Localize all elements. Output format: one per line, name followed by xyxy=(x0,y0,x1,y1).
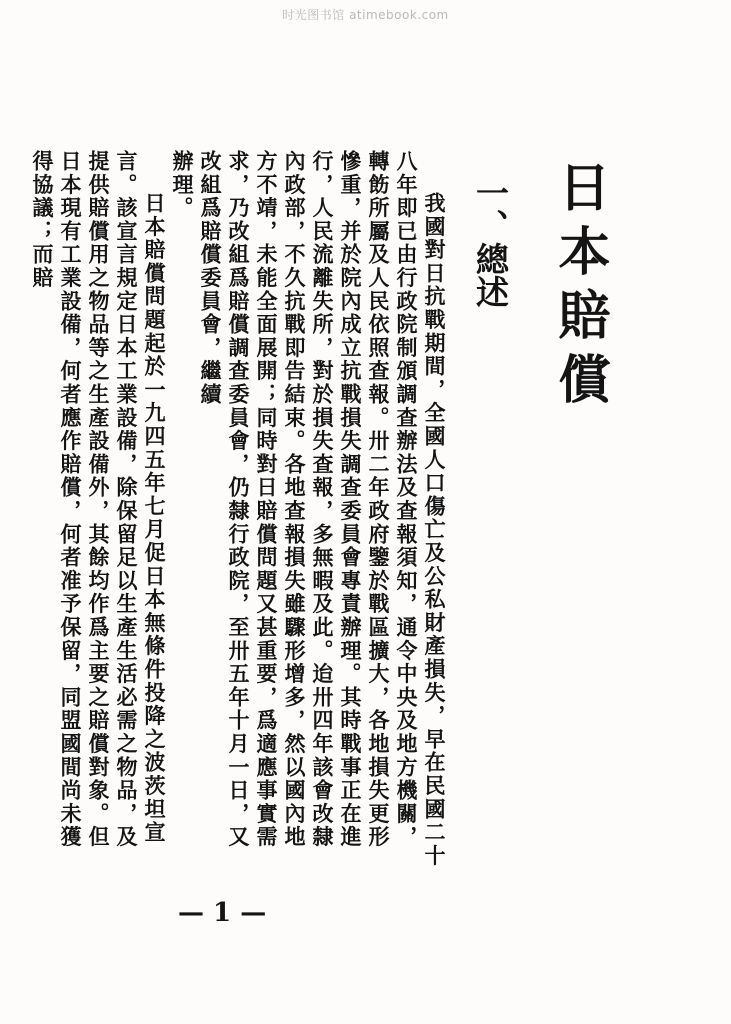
paragraph: 我國對日抗戰期間，全國人口傷亡及公私財產損失，早在民國二十八年即已由行政院制頒調查辦法及查報須知，通令中央及地方機關，轉飭所屬及人民依照查報。卅二年政府鑒於戰區擴大，各地損失更形慘重，并於院內成立抗戰損失調查委員會專責辦理。其時戰事正在進行，人民流離失所，對於損失查報，多無暇及此。迨卅四年該會改隸內政部，不久抗戰即告結束。各地查報損失雖驟形增多，然以國內地方不靖，未能全面展開；同時對日賠償問題又甚重要，爲適應事實需求，乃改組爲賠償調查委員會，仍隸行政院，至卅五年十月一日，又改組爲賠償委員會，繼續 xyxy=(198,150,447,868)
page-title: 日本賠償 xyxy=(549,160,610,416)
paragraph: 日本賠償問題起於一九四五年七月促日本無條件投降之波茨坦宣言。該宣言規定日本工業設備，除保留足以生產生活必需之物品，及提供賠償用之物品等之生產設備外，其餘均作爲主要之賠償對象。但日本現有工業設備，何者應作賠償，何者准予保留，同盟國間尚未獲得協議；而賠 xyxy=(30,150,167,849)
watermark: 时光图书馆 atimebook.com xyxy=(282,8,449,22)
paragraph-continuation: 辦理。 xyxy=(170,150,195,220)
section-heading: 一、總述 xyxy=(471,176,510,308)
body-text xyxy=(30,150,448,870)
page-number: — 1 — xyxy=(178,898,267,928)
